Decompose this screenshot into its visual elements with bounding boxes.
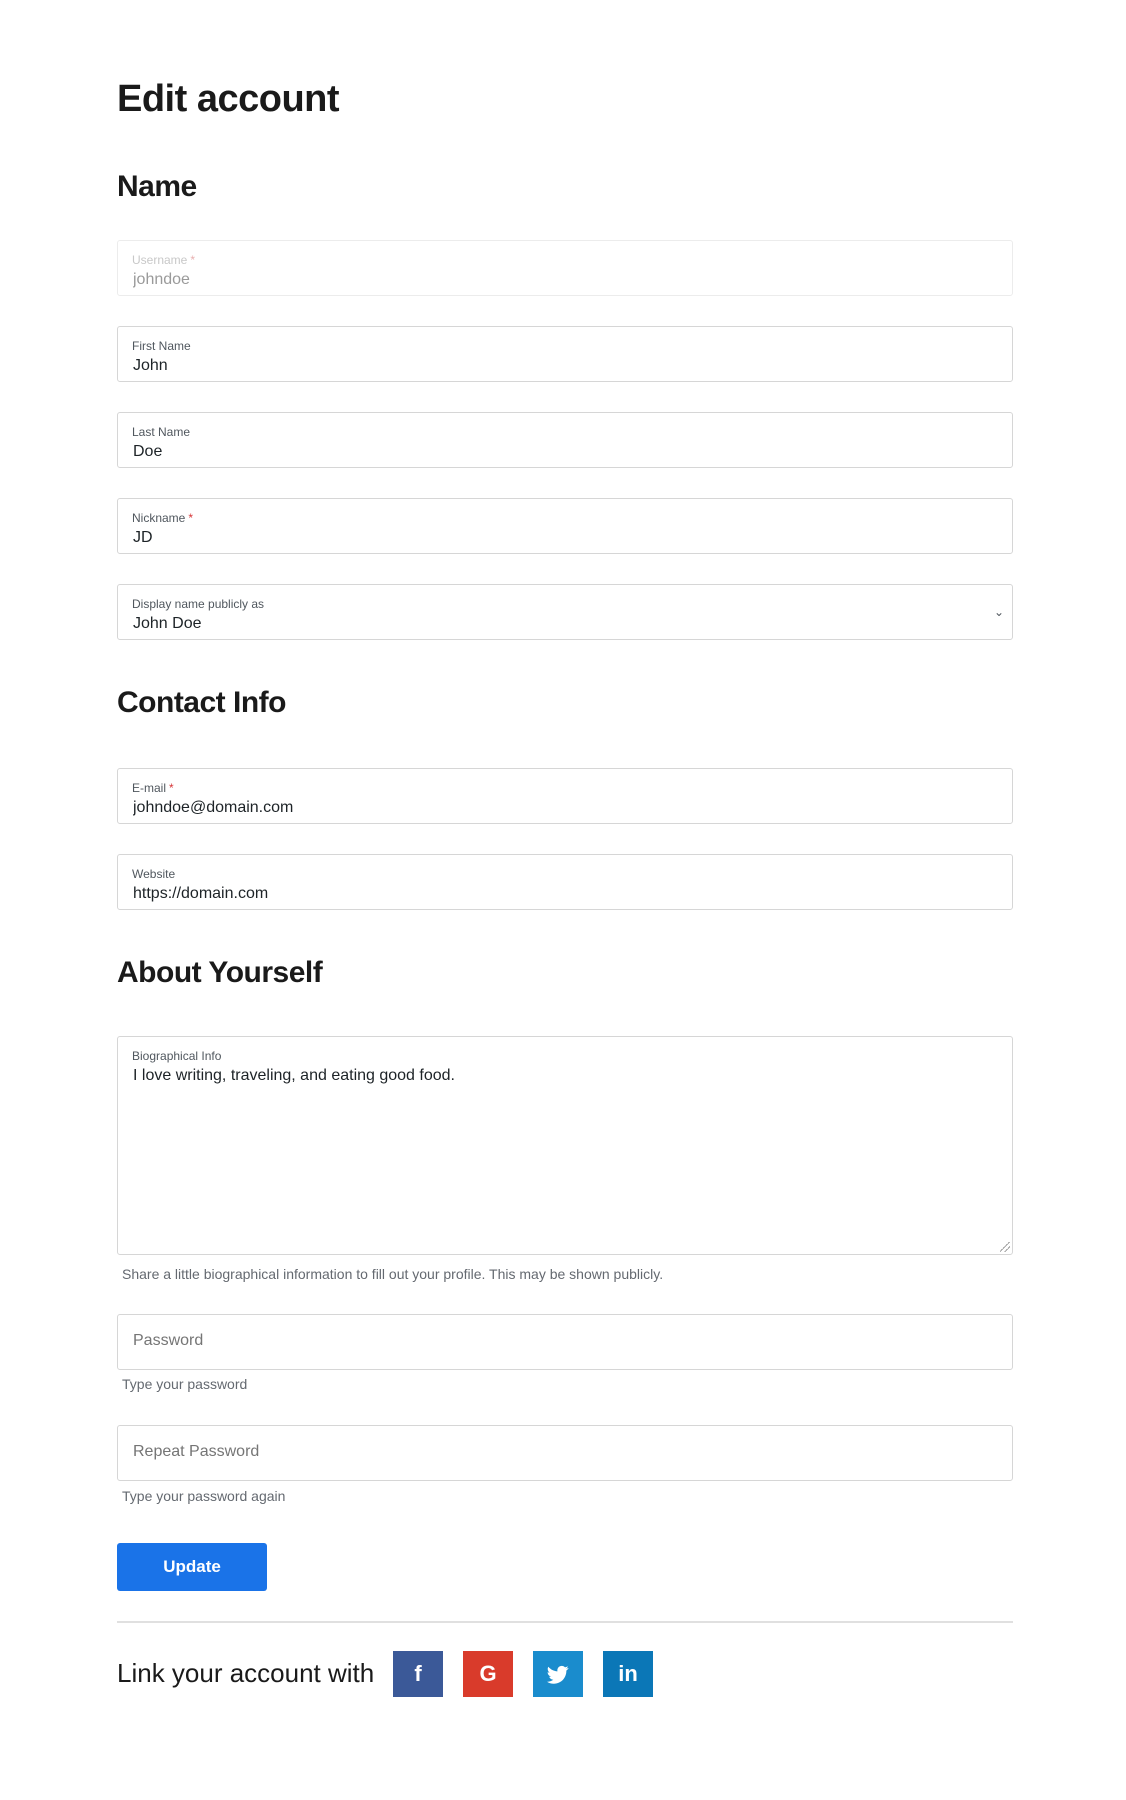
website-input[interactable] xyxy=(133,885,972,903)
section-title-name: Name xyxy=(117,170,197,203)
bio-value: I love writing, traveling, and eating good food. xyxy=(133,1067,455,1084)
nickname-input[interactable] xyxy=(133,529,972,547)
facebook-link-button[interactable] xyxy=(393,1651,443,1697)
facebook-icon: f xyxy=(414,1661,422,1686)
display-name-label: Display name publicly as xyxy=(132,597,265,611)
bio-label: Biographical Info xyxy=(132,1049,222,1063)
linkedin-link-button[interactable] xyxy=(603,1651,653,1697)
first-name-label: First Name xyxy=(132,339,191,353)
first-name-field[interactable] xyxy=(117,326,1013,382)
nickname-label: Nickname * xyxy=(132,511,194,525)
nickname-field[interactable] xyxy=(117,498,1013,554)
page-title: Edit account xyxy=(117,78,340,120)
linkedin-icon: in xyxy=(618,1661,638,1686)
divider xyxy=(117,1621,1013,1623)
username-input xyxy=(133,271,972,289)
resize-grip-icon[interactable] xyxy=(1000,1242,1010,1252)
first-name-input[interactable] xyxy=(133,357,972,375)
twitter-icon xyxy=(547,1665,569,1685)
twitter-link-button[interactable] xyxy=(533,1651,583,1697)
last-name-input[interactable] xyxy=(133,443,972,461)
bio-textarea[interactable] xyxy=(117,1036,1013,1255)
username-field xyxy=(117,240,1013,296)
repeat-password-help-text: Type your password again xyxy=(122,1488,286,1504)
password-field[interactable] xyxy=(117,1314,1013,1370)
google-icon: G xyxy=(479,1661,497,1686)
update-button[interactable]: Update xyxy=(117,1543,267,1591)
chevron-down-icon[interactable]: ⌄ xyxy=(993,605,1004,619)
website-field[interactable] xyxy=(117,854,1013,910)
username-label: Username * xyxy=(132,253,196,267)
password-input[interactable] xyxy=(133,1332,972,1350)
email-label: E-mail * xyxy=(132,781,174,795)
last-name-field[interactable] xyxy=(117,412,1013,468)
google-link-button[interactable] xyxy=(463,1651,513,1697)
section-title-about: About Yourself xyxy=(117,956,323,989)
website-label: Website xyxy=(132,867,176,881)
display-name-select[interactable] xyxy=(117,584,1013,640)
section-title-contact: Contact Info xyxy=(117,686,286,719)
email-field[interactable] xyxy=(117,768,1013,824)
email-input[interactable] xyxy=(133,799,972,817)
repeat-password-input[interactable] xyxy=(133,1443,972,1461)
repeat-password-field[interactable] xyxy=(117,1425,1013,1481)
password-help-text: Type your password xyxy=(122,1376,248,1392)
link-account-label: Link your account with xyxy=(117,1658,375,1688)
last-name-label: Last Name xyxy=(132,425,191,439)
bio-help-text: Share a little biographical information to fill out your profile. This may be shown publicly. xyxy=(122,1266,664,1282)
display-name-value: John Doe xyxy=(133,615,202,632)
